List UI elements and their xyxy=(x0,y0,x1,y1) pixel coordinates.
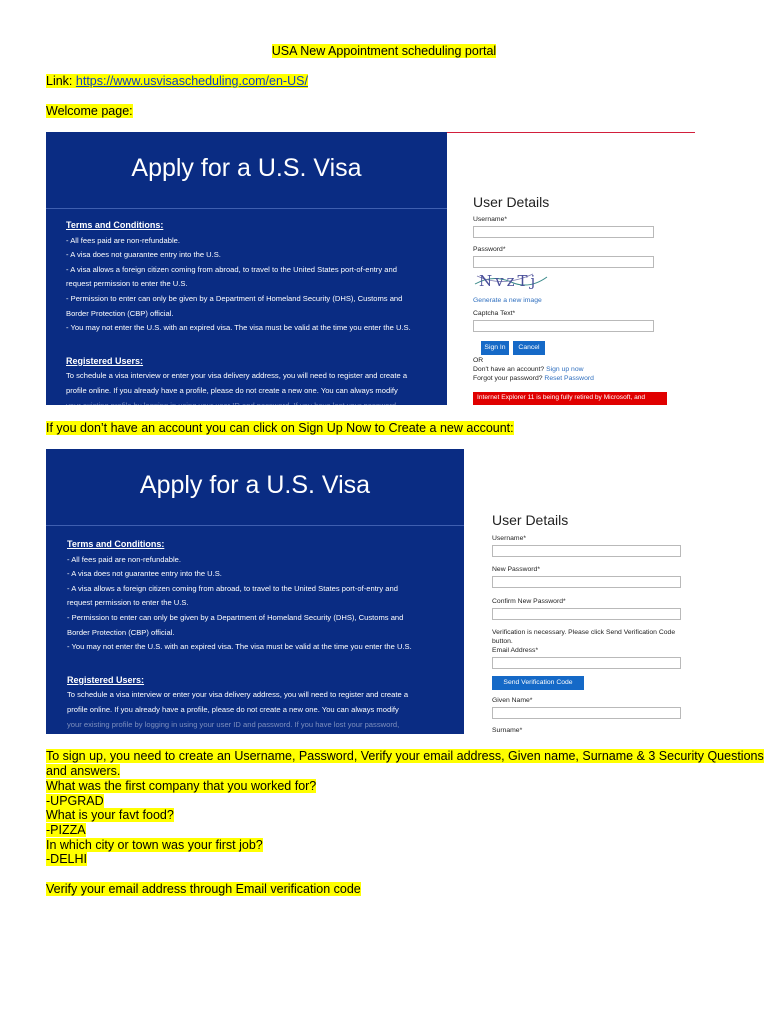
title-divider xyxy=(46,208,447,209)
terms-line: - Permission to enter can only be given by a Department of Homeland Security (DHS), Customs and xyxy=(66,293,403,303)
forgot-password-text: Forgot your password? xyxy=(473,375,545,382)
instructions-text: To sign up, you need to create an Username, Password, Verify your email address, Given name, Surname & 3 Security Questions xyxy=(46,749,764,763)
captcha-image xyxy=(473,268,549,292)
signup-note xyxy=(46,421,514,436)
security-question xyxy=(46,779,316,794)
username-input[interactable] xyxy=(473,226,654,238)
registered-users-heading: Registered Users: xyxy=(66,355,144,366)
terms-line: Border Protection (CBP) official. xyxy=(66,308,174,318)
email-input[interactable] xyxy=(492,657,681,669)
instructions-line xyxy=(46,749,764,764)
terms-section xyxy=(67,537,456,732)
send-verification-code-button[interactable]: Send Verification Code xyxy=(492,676,584,690)
portal-link[interactable]: https://www.usvisascheduling.com/en-US/ xyxy=(75,74,308,88)
terms-line: - All fees paid are non-refundable. xyxy=(66,235,180,245)
security-answer xyxy=(46,852,87,867)
ie-retirement-alert: Internet Explorer 11 is being fully retired by Microsoft, and xyxy=(473,392,667,405)
terms-line: - All fees paid are non-refundable. xyxy=(67,554,181,564)
link-label: Link: xyxy=(46,74,76,88)
terms-line: request permission to enter the U.S. xyxy=(67,598,189,608)
generate-new-image-link[interactable]: Generate a new image xyxy=(473,297,542,304)
welcome-heading xyxy=(46,104,133,119)
terms-line: - A visa does not guarantee entry into the U.S. xyxy=(67,569,222,579)
new-password-input[interactable] xyxy=(492,576,681,588)
security-answer-text: -DELHI xyxy=(46,852,87,866)
user-details-title: User Details xyxy=(492,512,569,528)
registered-line: profile online. If you already have a profile, please do not create a new one. You can always modify xyxy=(66,385,398,395)
security-question-text: What was the first company that you worked for? xyxy=(46,779,317,793)
username-label: Username* xyxy=(473,216,507,223)
signup-note-text: If you don’t have an account you can click on Sign Up Now to Create a new account: xyxy=(46,421,514,435)
apply-visa-panel xyxy=(46,132,447,410)
given-name-label: Given Name* xyxy=(492,697,533,704)
terms-line: - You may not enter the U.S. with an expired visa. The visa must be valid at the time you enter the U.S. xyxy=(67,642,412,652)
captcha-text-label: Captcha Text* xyxy=(473,310,516,317)
sign-up-now-link[interactable]: Sign up now xyxy=(546,366,584,373)
document-title-text: USA New Appointment scheduling portal xyxy=(271,44,497,58)
login-form xyxy=(473,132,695,405)
security-question xyxy=(46,838,263,853)
terms-line: request permission to enter the U.S. xyxy=(66,279,188,289)
security-answer xyxy=(46,823,86,838)
registered-line: To schedule a visa interview or enter your visa delivery address, you will need to register and create a xyxy=(66,371,408,381)
terms-section xyxy=(66,218,439,413)
new-password-label: New Password* xyxy=(492,566,540,573)
apply-visa-title: Apply for a U.S. Visa xyxy=(139,471,371,499)
welcome-heading-text: Welcome page: xyxy=(46,104,133,118)
username-label: Username* xyxy=(492,535,526,542)
signup-screenshot xyxy=(46,449,724,734)
username-input[interactable] xyxy=(492,545,681,557)
instructions-line xyxy=(46,764,120,779)
document-title xyxy=(0,44,768,59)
given-name-input[interactable] xyxy=(492,707,681,719)
terms-line: - A visa allows a foreign citizen coming from abroad, to travel to the United States port-of-entry and xyxy=(66,264,397,274)
instructions-text: and answers. xyxy=(46,764,121,778)
terms-line: - You may not enter the U.S. with an expired visa. The visa must be valid at the time you enter the U.S. xyxy=(66,323,411,333)
forgot-password-line xyxy=(473,375,594,382)
terms-line: Border Protection (CBP) official. xyxy=(67,627,175,637)
or-separator: OR xyxy=(473,357,484,364)
captcha-input[interactable] xyxy=(473,320,654,332)
sign-in-button[interactable]: Sign In xyxy=(481,341,509,355)
reset-password-link[interactable]: Reset Password xyxy=(544,375,594,382)
apply-visa-panel xyxy=(46,449,464,734)
signup-form xyxy=(492,449,724,734)
registered-line: your existing profile by logging in using your user ID and password. If you have lost your password, xyxy=(67,719,400,729)
sign-up-line xyxy=(473,366,584,373)
security-answer-text: -UPGRAD xyxy=(46,794,104,808)
registered-line: your existing profile by logging in using your user ID and password. If you have lost your password, xyxy=(66,400,399,410)
terms-line: - A visa allows a foreign citizen coming from abroad, to travel to the United States port-of-entry and xyxy=(67,583,398,593)
portal-link-line xyxy=(46,74,308,89)
terms-line: - Permission to enter can only be given by a Department of Homeland Security (DHS), Customs and xyxy=(67,612,404,622)
registered-users-heading: Registered Users: xyxy=(67,674,145,685)
confirm-password-label: Confirm New Password* xyxy=(492,598,566,605)
title-divider xyxy=(46,525,464,526)
terms-heading: Terms and Conditions: xyxy=(67,539,165,549)
password-label: Password* xyxy=(473,246,506,253)
security-answer xyxy=(46,794,104,809)
surname-label: Surname* xyxy=(492,727,523,734)
security-question-text: What is your favt food? xyxy=(46,808,174,822)
no-account-text: Don't have an account? xyxy=(473,366,547,373)
apply-visa-title: Apply for a U.S. Visa xyxy=(131,154,362,182)
captcha-text: NvzTj xyxy=(479,272,539,290)
security-question xyxy=(46,808,174,823)
security-answer-text: -PIZZA xyxy=(46,823,86,837)
verify-email-text: Verify your email address through Email verification code xyxy=(46,882,361,896)
terms-line: - A visa does not guarantee entry into the U.S. xyxy=(66,250,221,260)
verification-note-cont: button. xyxy=(492,638,513,645)
security-question-text: In which city or town was your first job? xyxy=(46,838,263,852)
password-input[interactable] xyxy=(473,256,654,268)
terms-heading: Terms and Conditions: xyxy=(66,220,164,230)
verify-email-note xyxy=(46,882,361,897)
cancel-button[interactable]: Cancel xyxy=(513,341,545,355)
email-label: Email Address* xyxy=(492,647,539,654)
user-details-title: User Details xyxy=(473,194,550,210)
confirm-password-input[interactable] xyxy=(492,608,681,620)
login-screenshot xyxy=(46,132,695,410)
registered-line: profile online. If you already have a profile, please do not create a new one. You can always modify xyxy=(67,704,399,714)
registered-line: To schedule a visa interview or enter your visa delivery address, you will need to register and create a xyxy=(67,690,409,700)
verification-note: Verification is necessary. Please click Send Verification Code xyxy=(492,629,676,636)
